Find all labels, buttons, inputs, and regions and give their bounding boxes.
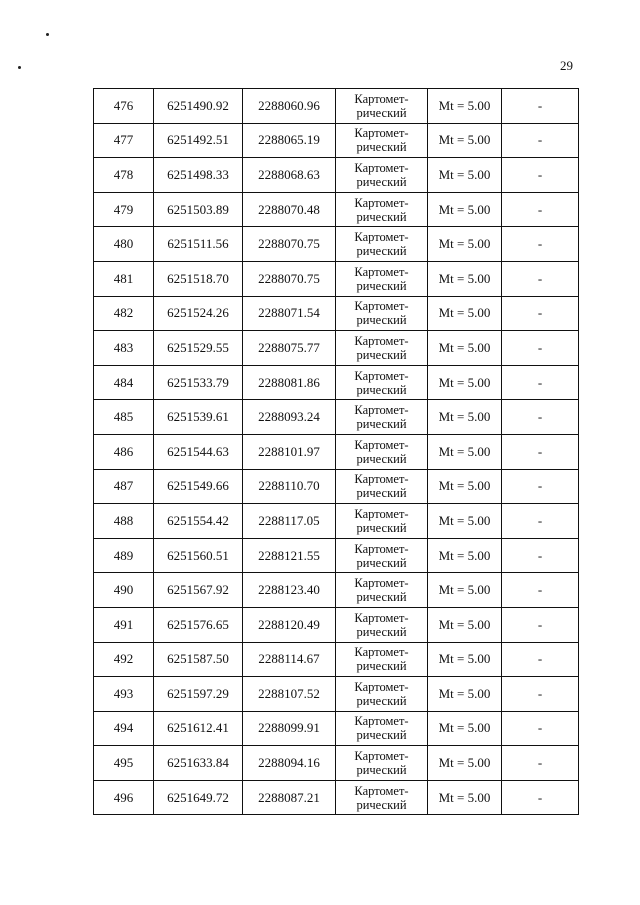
x-coordinate-cell: 6251597.29 bbox=[154, 677, 243, 712]
method-line-1: Картомет- bbox=[354, 403, 409, 418]
table-row bbox=[94, 158, 579, 193]
method-cell bbox=[336, 89, 428, 124]
method-line-1: Картомет- bbox=[354, 299, 409, 314]
y-coordinate-cell: 2288120.49 bbox=[243, 607, 336, 642]
accuracy-cell: Mt = 5.00 bbox=[428, 469, 502, 504]
note-cell: - bbox=[502, 711, 579, 746]
x-coordinate-cell: 6251539.61 bbox=[154, 400, 243, 435]
accuracy-cell: Mt = 5.00 bbox=[428, 158, 502, 193]
accuracy-cell: Mt = 5.00 bbox=[428, 365, 502, 400]
method-line-1: Картомет- bbox=[354, 333, 409, 348]
accuracy-cell: Mt = 5.00 bbox=[428, 296, 502, 331]
x-coordinate-cell: 6251649.72 bbox=[154, 780, 243, 815]
y-coordinate-cell: 2288060.96 bbox=[243, 89, 336, 124]
table-row bbox=[94, 642, 579, 677]
y-coordinate-cell: 2288099.91 bbox=[243, 711, 336, 746]
x-coordinate-cell: 6251633.84 bbox=[154, 746, 243, 781]
method-line-1: Картомет- bbox=[354, 437, 409, 452]
method-line-2: рический bbox=[356, 244, 407, 259]
method-line-2: рический bbox=[356, 140, 407, 155]
x-coordinate-cell: 6251490.92 bbox=[154, 89, 243, 124]
y-coordinate-cell: 2288093.24 bbox=[243, 400, 336, 435]
note-cell: - bbox=[502, 780, 579, 815]
method-line-1: Картомет- bbox=[354, 368, 409, 383]
y-coordinate-cell: 2288070.75 bbox=[243, 227, 336, 262]
method-line-1: Картомет- bbox=[354, 91, 409, 106]
point-number-cell: 484 bbox=[94, 365, 154, 400]
accuracy-cell: Mt = 5.00 bbox=[428, 192, 502, 227]
method-line-1: Картомет- bbox=[354, 195, 409, 210]
x-coordinate-cell: 6251529.55 bbox=[154, 331, 243, 366]
method-cell bbox=[336, 158, 428, 193]
method-line-1: Картомет- bbox=[354, 506, 409, 521]
point-number-cell: 493 bbox=[94, 677, 154, 712]
method-line-2: рический bbox=[356, 659, 407, 674]
accuracy-cell: Mt = 5.00 bbox=[428, 331, 502, 366]
point-number-cell: 476 bbox=[94, 89, 154, 124]
accuracy-cell: Mt = 5.00 bbox=[428, 504, 502, 539]
accuracy-cell: Mt = 5.00 bbox=[428, 607, 502, 642]
table-row bbox=[94, 573, 579, 608]
point-number-cell: 480 bbox=[94, 227, 154, 262]
x-coordinate-cell: 6251554.42 bbox=[154, 504, 243, 539]
note-cell: - bbox=[502, 123, 579, 158]
table-row bbox=[94, 365, 579, 400]
method-line-1: Картомет- bbox=[354, 783, 409, 798]
table-row bbox=[94, 607, 579, 642]
table-row bbox=[94, 711, 579, 746]
table-row bbox=[94, 89, 579, 124]
x-coordinate-cell: 6251533.79 bbox=[154, 365, 243, 400]
note-cell: - bbox=[502, 331, 579, 366]
method-cell bbox=[336, 400, 428, 435]
x-coordinate-cell: 6251549.66 bbox=[154, 469, 243, 504]
method-line-1: Картомет- bbox=[354, 264, 409, 279]
y-coordinate-cell: 2288070.48 bbox=[243, 192, 336, 227]
y-coordinate-cell: 2288068.63 bbox=[243, 158, 336, 193]
point-number-cell: 490 bbox=[94, 573, 154, 608]
method-cell bbox=[336, 504, 428, 539]
note-cell: - bbox=[502, 642, 579, 677]
note-cell: - bbox=[502, 573, 579, 608]
note-cell: - bbox=[502, 296, 579, 331]
method-cell bbox=[336, 434, 428, 469]
point-number-cell: 486 bbox=[94, 434, 154, 469]
point-number-cell: 489 bbox=[94, 538, 154, 573]
y-coordinate-cell: 2288075.77 bbox=[243, 331, 336, 366]
y-coordinate-cell: 2288121.55 bbox=[243, 538, 336, 573]
method-cell bbox=[336, 677, 428, 712]
point-number-cell: 477 bbox=[94, 123, 154, 158]
point-number-cell: 491 bbox=[94, 607, 154, 642]
method-cell bbox=[336, 296, 428, 331]
y-coordinate-cell: 2288071.54 bbox=[243, 296, 336, 331]
table-row bbox=[94, 331, 579, 366]
x-coordinate-cell: 6251576.65 bbox=[154, 607, 243, 642]
method-line-2: рический bbox=[356, 728, 407, 743]
page-number: 29 bbox=[560, 58, 573, 73]
note-cell: - bbox=[502, 469, 579, 504]
method-line-1: Картомет- bbox=[354, 541, 409, 556]
accuracy-cell: Mt = 5.00 bbox=[428, 677, 502, 712]
y-coordinate-cell: 2288081.86 bbox=[243, 365, 336, 400]
method-line-2: рический bbox=[356, 347, 407, 362]
accuracy-cell: Mt = 5.00 bbox=[428, 780, 502, 815]
point-number-cell: 483 bbox=[94, 331, 154, 366]
point-number-cell: 496 bbox=[94, 780, 154, 815]
accuracy-cell: Mt = 5.00 bbox=[428, 573, 502, 608]
method-line-2: рический bbox=[356, 278, 407, 293]
method-line-1: Картомет- bbox=[354, 714, 409, 729]
accuracy-cell: Mt = 5.00 bbox=[428, 227, 502, 262]
method-line-2: рический bbox=[356, 313, 407, 328]
method-cell bbox=[336, 227, 428, 262]
method-line-1: Картомет- bbox=[354, 749, 409, 764]
x-coordinate-cell: 6251612.41 bbox=[154, 711, 243, 746]
accuracy-cell: Mt = 5.00 bbox=[428, 711, 502, 746]
y-coordinate-cell: 2288070.75 bbox=[243, 261, 336, 296]
y-coordinate-cell: 2288110.70 bbox=[243, 469, 336, 504]
method-cell bbox=[336, 607, 428, 642]
method-cell bbox=[336, 365, 428, 400]
method-cell bbox=[336, 331, 428, 366]
table-row bbox=[94, 434, 579, 469]
note-cell: - bbox=[502, 400, 579, 435]
y-coordinate-cell: 2288117.05 bbox=[243, 504, 336, 539]
table-row bbox=[94, 538, 579, 573]
x-coordinate-cell: 6251498.33 bbox=[154, 158, 243, 193]
y-coordinate-cell: 2288094.16 bbox=[243, 746, 336, 781]
table-row bbox=[94, 469, 579, 504]
table-row bbox=[94, 261, 579, 296]
accuracy-cell: Mt = 5.00 bbox=[428, 538, 502, 573]
table-row bbox=[94, 677, 579, 712]
method-line-2: рический bbox=[356, 624, 407, 639]
table-row bbox=[94, 123, 579, 158]
y-coordinate-cell: 2288065.19 bbox=[243, 123, 336, 158]
x-coordinate-cell: 6251503.89 bbox=[154, 192, 243, 227]
note-cell: - bbox=[502, 365, 579, 400]
x-coordinate-cell: 6251524.26 bbox=[154, 296, 243, 331]
method-line-1: Картомет- bbox=[354, 472, 409, 487]
method-cell bbox=[336, 573, 428, 608]
table-row bbox=[94, 780, 579, 815]
method-line-1: Картомет- bbox=[354, 645, 409, 660]
scan-dot bbox=[46, 33, 49, 36]
y-coordinate-cell: 2288087.21 bbox=[243, 780, 336, 815]
note-cell: - bbox=[502, 158, 579, 193]
y-coordinate-cell: 2288114.67 bbox=[243, 642, 336, 677]
note-cell: - bbox=[502, 607, 579, 642]
note-cell: - bbox=[502, 89, 579, 124]
accuracy-cell: Mt = 5.00 bbox=[428, 400, 502, 435]
method-line-2: рический bbox=[356, 451, 407, 466]
x-coordinate-cell: 6251544.63 bbox=[154, 434, 243, 469]
method-line-1: Картомет- bbox=[354, 679, 409, 694]
method-line-2: рический bbox=[356, 105, 407, 120]
method-cell bbox=[336, 192, 428, 227]
method-line-2: рический bbox=[356, 590, 407, 605]
method-line-1: Картомет- bbox=[354, 160, 409, 175]
method-cell bbox=[336, 746, 428, 781]
x-coordinate-cell: 6251560.51 bbox=[154, 538, 243, 573]
method-line-1: Картомет- bbox=[354, 576, 409, 591]
method-line-2: рический bbox=[356, 520, 407, 535]
point-number-cell: 485 bbox=[94, 400, 154, 435]
y-coordinate-cell: 2288107.52 bbox=[243, 677, 336, 712]
method-line-2: рический bbox=[356, 797, 407, 812]
note-cell: - bbox=[502, 227, 579, 262]
point-number-cell: 481 bbox=[94, 261, 154, 296]
method-line-2: рический bbox=[356, 209, 407, 224]
method-cell bbox=[336, 469, 428, 504]
method-line-1: Картомет- bbox=[354, 610, 409, 625]
method-cell bbox=[336, 642, 428, 677]
note-cell: - bbox=[502, 192, 579, 227]
scan-dot bbox=[18, 66, 21, 69]
method-cell bbox=[336, 261, 428, 296]
y-coordinate-cell: 2288101.97 bbox=[243, 434, 336, 469]
accuracy-cell: Mt = 5.00 bbox=[428, 642, 502, 677]
coordinates-table bbox=[93, 88, 579, 815]
x-coordinate-cell: 6251492.51 bbox=[154, 123, 243, 158]
note-cell: - bbox=[502, 538, 579, 573]
note-cell: - bbox=[502, 261, 579, 296]
method-line-1: Картомет- bbox=[354, 126, 409, 141]
method-line-2: рический bbox=[356, 382, 407, 397]
point-number-cell: 492 bbox=[94, 642, 154, 677]
point-number-cell: 494 bbox=[94, 711, 154, 746]
method-cell bbox=[336, 780, 428, 815]
point-number-cell: 479 bbox=[94, 192, 154, 227]
method-line-2: рический bbox=[356, 417, 407, 432]
note-cell: - bbox=[502, 434, 579, 469]
note-cell: - bbox=[502, 746, 579, 781]
accuracy-cell: Mt = 5.00 bbox=[428, 746, 502, 781]
method-cell bbox=[336, 538, 428, 573]
method-cell bbox=[336, 123, 428, 158]
x-coordinate-cell: 6251511.56 bbox=[154, 227, 243, 262]
table-row bbox=[94, 296, 579, 331]
point-number-cell: 487 bbox=[94, 469, 154, 504]
method-line-2: рический bbox=[356, 486, 407, 501]
accuracy-cell: Mt = 5.00 bbox=[428, 89, 502, 124]
point-number-cell: 482 bbox=[94, 296, 154, 331]
x-coordinate-cell: 6251567.92 bbox=[154, 573, 243, 608]
method-line-2: рический bbox=[356, 763, 407, 778]
table-row bbox=[94, 400, 579, 435]
method-line-1: Картомет- bbox=[354, 230, 409, 245]
accuracy-cell: Mt = 5.00 bbox=[428, 123, 502, 158]
point-number-cell: 495 bbox=[94, 746, 154, 781]
point-number-cell: 488 bbox=[94, 504, 154, 539]
table-row bbox=[94, 504, 579, 539]
note-cell: - bbox=[502, 504, 579, 539]
note-cell: - bbox=[502, 677, 579, 712]
method-line-2: рический bbox=[356, 174, 407, 189]
x-coordinate-cell: 6251518.70 bbox=[154, 261, 243, 296]
accuracy-cell: Mt = 5.00 bbox=[428, 434, 502, 469]
table-row bbox=[94, 746, 579, 781]
table-row bbox=[94, 227, 579, 262]
method-line-2: рический bbox=[356, 693, 407, 708]
x-coordinate-cell: 6251587.50 bbox=[154, 642, 243, 677]
method-line-2: рический bbox=[356, 555, 407, 570]
accuracy-cell: Mt = 5.00 bbox=[428, 261, 502, 296]
point-number-cell: 478 bbox=[94, 158, 154, 193]
y-coordinate-cell: 2288123.40 bbox=[243, 573, 336, 608]
method-cell bbox=[336, 711, 428, 746]
table-row bbox=[94, 192, 579, 227]
